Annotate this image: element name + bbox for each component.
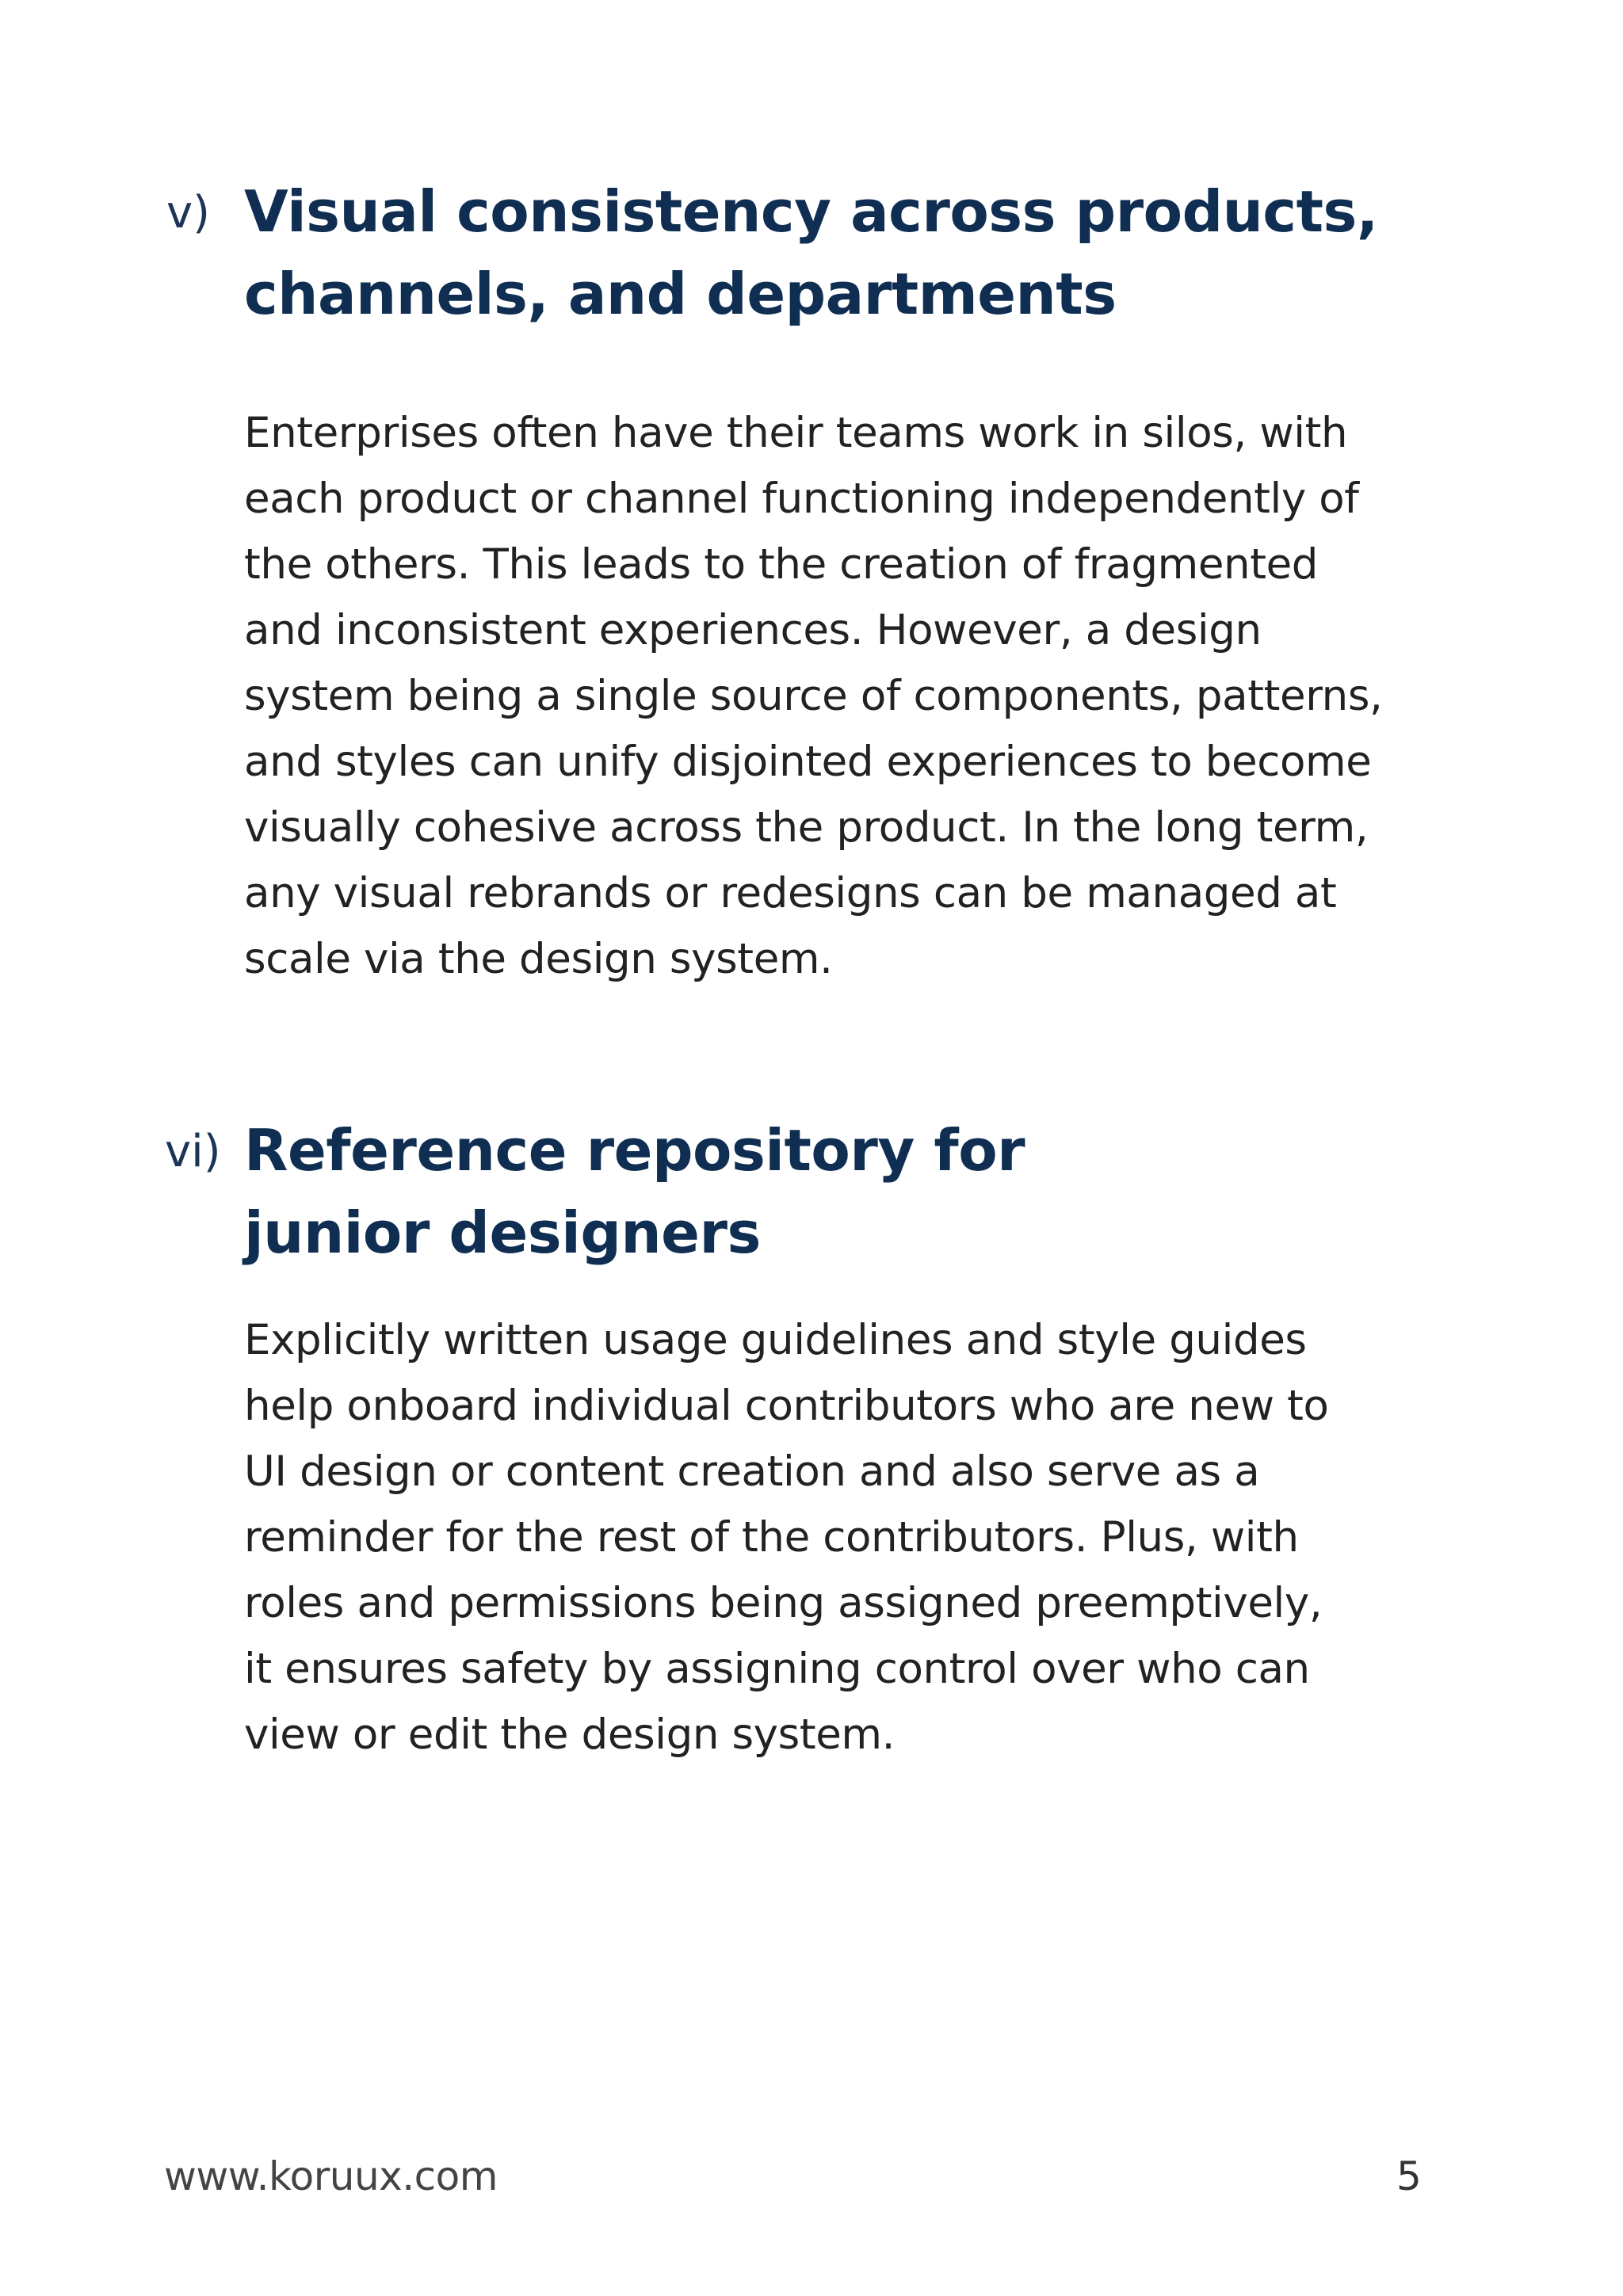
body-line: system being a single source of components, patterns, — [244, 672, 1383, 720]
section-heading — [244, 1109, 1480, 1274]
heading-line: Reference repository for — [244, 1117, 1025, 1184]
body-line: visually cohesive across the product. In the long term, — [244, 803, 1369, 852]
footer-website-link[interactable]: www.koruux.com — [164, 2153, 498, 2199]
body-line: Explicitly written usage guidelines and style guides — [244, 1316, 1307, 1364]
body-line: any visual rebrands or redesigns can be managed at — [244, 869, 1337, 917]
section-numeral: vi) — [165, 1126, 221, 1177]
page-number: 5 — [1396, 2153, 1422, 2199]
heading-line: Visual consistency across products, — [244, 178, 1378, 245]
heading-line: junior designers — [244, 1199, 761, 1266]
body-line: the others. This leads to the creation of fragmented — [244, 540, 1319, 589]
body-line: and styles can unify disjointed experiences to become — [244, 738, 1372, 786]
section-heading — [244, 170, 1480, 335]
body-line: UI design or content creation and also serve as a — [244, 1447, 1260, 1496]
body-line: help onboard individual contributors who are new to — [244, 1382, 1329, 1430]
body-line: it ensures safety by assigning control over who can — [244, 1645, 1310, 1693]
body-line: Enterprises often have their teams work in silos, with — [244, 409, 1348, 457]
heading-line: channels, and departments — [244, 261, 1117, 327]
section-numeral: v) — [166, 187, 210, 238]
section-body-paragraph — [244, 1307, 1480, 1768]
body-line: and inconsistent experiences. However, a design — [244, 606, 1262, 654]
body-line: scale via the design system. — [244, 935, 833, 983]
body-line: roles and permissions being assigned preemptively, — [244, 1579, 1323, 1627]
body-line: each product or channel functioning independently of — [244, 475, 1359, 523]
body-line: reminder for the rest of the contributors. Plus, with — [244, 1513, 1299, 1562]
section-body-paragraph — [244, 400, 1480, 992]
body-line: view or edit the design system. — [244, 1711, 896, 1759]
